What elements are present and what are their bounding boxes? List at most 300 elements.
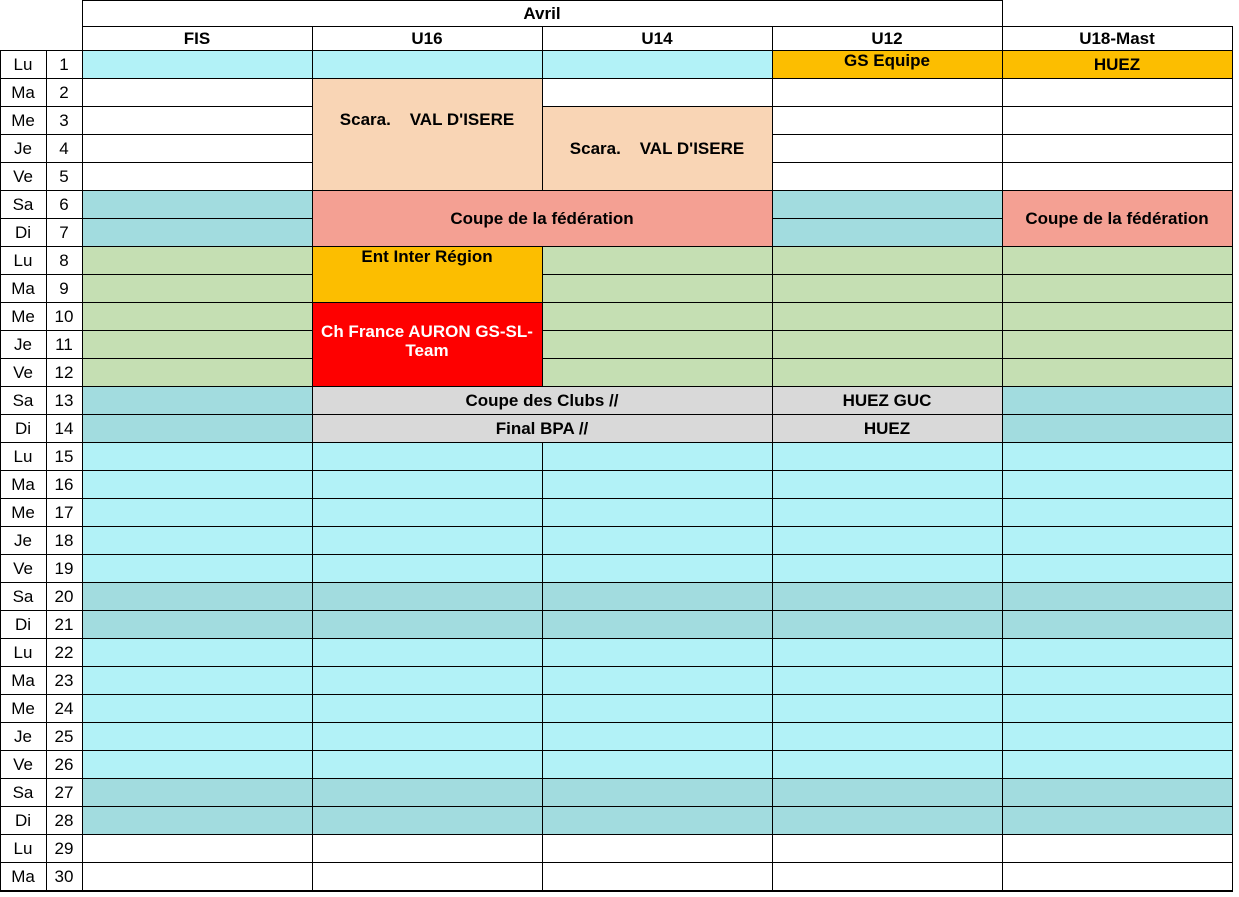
grid-cell (772, 442, 1002, 470)
grid-cell (772, 638, 1002, 666)
grid-line (46, 834, 47, 863)
grid-line (46, 666, 47, 695)
grid-line (772, 526, 773, 555)
grid-line (82, 778, 313, 779)
day-number-label: 19 (54, 558, 74, 578)
grid-cell (82, 358, 312, 386)
grid-line (0, 610, 82, 611)
grid-cell (542, 806, 772, 834)
grid-cell (82, 246, 312, 274)
grid-line (312, 554, 543, 555)
day-of-week-label: Ve (13, 166, 33, 186)
grid-line (46, 498, 47, 527)
day-of-week-label: Sa (12, 782, 34, 802)
grid-line (46, 218, 47, 247)
grid-line (542, 610, 773, 611)
grid-cell (1002, 722, 1232, 750)
grid-line (46, 862, 47, 891)
grid-line (46, 134, 47, 163)
grid-line (312, 274, 313, 303)
grid-line (1232, 806, 1233, 835)
grid-line (772, 414, 773, 443)
grid-cell (1002, 246, 1232, 274)
grid-line (1002, 386, 1003, 415)
grid-line (312, 554, 313, 583)
grid-line (772, 358, 773, 387)
day-of-week-label: Je (14, 138, 32, 158)
grid-line (1232, 722, 1233, 751)
grid-line (82, 610, 313, 611)
grid-line (1232, 274, 1233, 303)
grid-cell (1002, 358, 1232, 386)
event-coupe-fed-1: Coupe de la fédération (312, 190, 772, 246)
grid-line (312, 638, 313, 667)
grid-cell (542, 498, 772, 526)
grid-line (82, 386, 313, 387)
grid-line (1232, 778, 1233, 807)
grid-cell (82, 694, 312, 722)
grid-line (1002, 358, 1003, 387)
grid-cell (772, 330, 1002, 358)
grid-cell (542, 862, 772, 890)
grid-line (1232, 442, 1233, 471)
grid-cell (542, 442, 772, 470)
grid-line (82, 358, 83, 387)
event-coupe-fed-2: Coupe de la fédération (1002, 190, 1232, 246)
grid-line (82, 274, 83, 303)
grid-cell (1002, 470, 1232, 498)
day-number-label: 18 (54, 530, 74, 550)
grid-line (542, 806, 543, 835)
grid-line (1002, 78, 1003, 107)
grid-line (542, 582, 773, 583)
grid-cell (1002, 386, 1232, 414)
grid-line (312, 638, 543, 639)
grid-line (0, 274, 82, 275)
grid-cell (1002, 834, 1232, 862)
grid-line (312, 694, 313, 723)
day-of-week-label: Di (14, 418, 32, 438)
grid-line (82, 50, 313, 51)
grid-line (82, 50, 83, 79)
grid-line (1002, 106, 1233, 107)
grid-line (542, 526, 773, 527)
grid-line (1002, 442, 1003, 471)
grid-cell (312, 470, 542, 498)
grid-line (1232, 862, 1233, 891)
grid-cell (82, 134, 312, 162)
grid-line (772, 246, 1003, 247)
grid-cell (772, 78, 1002, 106)
grid-line (1002, 862, 1233, 863)
day-number-label: 8 (59, 250, 69, 270)
grid-line (772, 302, 1003, 303)
grid-line (46, 750, 47, 779)
grid-line (772, 666, 773, 695)
day-number-label: 4 (59, 138, 69, 158)
grid-line (1002, 246, 1003, 275)
grid-line (312, 386, 313, 415)
grid-line (542, 302, 543, 331)
grid-line (542, 638, 543, 667)
grid-line (772, 414, 1003, 415)
grid-cell (772, 750, 1002, 778)
day-of-week-label: Sa (12, 586, 34, 606)
grid-line (312, 666, 313, 695)
grid-line (1002, 526, 1233, 527)
grid-line (542, 806, 773, 807)
day-number-label: 12 (54, 362, 74, 382)
grid-line (772, 750, 773, 779)
day-number-label: 1 (59, 54, 69, 74)
grid-line (542, 330, 773, 331)
grid-line (542, 554, 543, 583)
grid-line (542, 330, 543, 359)
grid-line (0, 638, 1, 667)
grid-line (312, 302, 313, 331)
grid-line (1232, 638, 1233, 667)
grid-line (82, 666, 83, 695)
grid-cell (1002, 582, 1232, 610)
grid-line (312, 582, 543, 583)
grid-line (542, 750, 773, 751)
grid-line (82, 526, 83, 555)
grid-cell (1002, 162, 1232, 190)
grid-line (1002, 0, 1003, 26)
grid-line (82, 106, 83, 135)
grid-cell (772, 246, 1002, 274)
grid-line (82, 666, 313, 667)
grid-line (1002, 302, 1003, 331)
grid-line (312, 498, 543, 499)
grid-line (772, 582, 1003, 583)
grid-cell (82, 386, 312, 414)
day-of-week-label: Lu (13, 446, 33, 466)
grid-line (1232, 554, 1233, 583)
grid-line (312, 442, 313, 471)
grid-line (0, 302, 1, 331)
grid-cell (1002, 498, 1232, 526)
grid-line (0, 470, 1, 499)
grid-line (82, 330, 83, 359)
grid-line (82, 442, 313, 443)
grid-cell (772, 190, 1002, 218)
grid-line (1002, 750, 1233, 751)
grid-cell (542, 750, 772, 778)
grid-cell (542, 246, 772, 274)
grid-line (542, 470, 773, 471)
grid-line (0, 386, 82, 387)
grid-line (312, 778, 313, 807)
grid-line (1232, 666, 1233, 695)
grid-line (82, 638, 313, 639)
grid-cell (312, 582, 542, 610)
grid-line (0, 190, 82, 191)
grid-line (1002, 638, 1233, 639)
grid-cell (82, 778, 312, 806)
grid-line (312, 750, 543, 751)
grid-line (542, 610, 543, 639)
grid-line (82, 806, 83, 835)
grid-line (542, 582, 543, 611)
grid-line (82, 330, 313, 331)
grid-line (772, 890, 1003, 892)
grid-line (542, 638, 773, 639)
grid-line (0, 106, 82, 107)
grid-line (82, 414, 83, 443)
grid-line (542, 246, 543, 275)
grid-cell (772, 218, 1002, 246)
grid-line (1002, 330, 1003, 359)
grid-line (0, 722, 82, 723)
grid-line (82, 722, 313, 723)
grid-cell (82, 414, 312, 442)
grid-cell (82, 106, 312, 134)
grid-line (82, 554, 313, 555)
grid-line (772, 610, 1003, 611)
grid-cell (772, 554, 1002, 582)
grid-cell (1002, 302, 1232, 330)
grid-cell (772, 834, 1002, 862)
day-of-week-label: Sa (12, 194, 34, 214)
grid-line (46, 302, 47, 331)
grid-cell (542, 610, 772, 638)
grid-line (772, 582, 773, 611)
grid-line (542, 526, 543, 555)
grid-line (312, 190, 313, 219)
grid-line (772, 610, 773, 639)
grid-cell (82, 162, 312, 190)
grid-cell (312, 694, 542, 722)
grid-line (0, 834, 82, 835)
grid-line (0, 134, 1, 163)
column-header-u14: U14 (641, 28, 673, 48)
grid-line (82, 862, 313, 863)
grid-cell (542, 554, 772, 582)
grid-line (772, 134, 1003, 135)
grid-cell (1002, 106, 1232, 134)
grid-line (772, 386, 1003, 387)
grid-cell (312, 862, 542, 890)
grid-line (312, 806, 543, 807)
event-scara-u14: Scara. VAL D'ISERE (542, 106, 772, 190)
grid-cell (542, 78, 772, 106)
grid-line (312, 414, 543, 415)
grid-line (772, 694, 773, 723)
grid-cell (542, 274, 772, 302)
grid-line (0, 442, 1, 471)
column-header-fis: FIS (183, 28, 211, 48)
grid-line (0, 274, 1, 303)
grid-line (46, 386, 47, 415)
grid-line (542, 190, 773, 191)
grid-line (542, 498, 773, 499)
grid-line (1002, 834, 1003, 863)
grid-cell (772, 666, 1002, 694)
grid-line (542, 442, 773, 443)
grid-line (772, 442, 773, 471)
day-of-week-label: Je (14, 530, 32, 550)
grid-line (312, 694, 543, 695)
grid-line (82, 582, 313, 583)
grid-line (312, 134, 313, 163)
grid-line (82, 246, 313, 247)
grid-line (312, 610, 313, 639)
grid-line (772, 26, 773, 50)
grid-line (1002, 330, 1233, 331)
grid-line (772, 694, 1003, 695)
grid-line (312, 386, 543, 387)
grid-line (1002, 806, 1003, 835)
day-number-label: 23 (54, 670, 74, 690)
grid-line (542, 106, 543, 135)
grid-line (82, 302, 83, 331)
grid-line (0, 778, 1, 807)
grid-cell (772, 582, 1002, 610)
grid-line (1002, 722, 1233, 723)
grid-line (46, 442, 47, 471)
grid-line (1002, 610, 1233, 611)
day-of-week-label: Ve (13, 362, 33, 382)
grid-line (312, 330, 313, 359)
grid-line (46, 190, 47, 219)
grid-line (1232, 106, 1233, 135)
grid-line (542, 778, 773, 779)
grid-line (1002, 442, 1233, 443)
grid-line (312, 302, 543, 303)
grid-line (772, 106, 1003, 107)
grid-line (542, 106, 773, 107)
grid-line (46, 330, 47, 359)
grid-line (82, 162, 83, 191)
event-ent-inter-region: Ent Inter Région (312, 246, 542, 302)
day-of-week-label: Je (14, 334, 32, 354)
grid-line (1002, 610, 1003, 639)
grid-line (1232, 134, 1233, 163)
grid-cell (1002, 526, 1232, 554)
grid-line (1232, 78, 1233, 107)
grid-line (0, 50, 1, 79)
day-of-week-label: Di (14, 222, 32, 242)
grid-line (1002, 470, 1003, 499)
grid-line (0, 162, 1, 191)
grid-cell (772, 610, 1002, 638)
day-of-week-label: Me (11, 502, 35, 522)
grid-line (82, 526, 313, 527)
grid-line (0, 162, 82, 163)
grid-line (82, 26, 1233, 27)
grid-line (46, 358, 47, 387)
grid-line (1232, 246, 1233, 275)
grid-line (1002, 862, 1003, 891)
grid-cell (312, 778, 542, 806)
grid-cell (82, 526, 312, 554)
grid-line (0, 498, 82, 499)
grid-line (772, 274, 773, 303)
grid-line (0, 386, 1, 415)
grid-line (772, 162, 1003, 163)
grid-line (46, 526, 47, 555)
day-number-label: 29 (54, 838, 74, 858)
day-number-label: 25 (54, 726, 74, 746)
day-number-label: 3 (59, 110, 69, 130)
grid-line (1002, 582, 1003, 611)
event-huez-u12: HUEZ (772, 414, 1002, 442)
grid-cell (542, 778, 772, 806)
grid-line (82, 78, 313, 79)
grid-cell (82, 750, 312, 778)
grid-line (772, 330, 1003, 331)
grid-cell (1002, 274, 1232, 302)
grid-line (82, 470, 83, 499)
grid-line (1002, 50, 1003, 79)
grid-line (46, 778, 47, 807)
grid-line (46, 470, 47, 499)
grid-cell (82, 218, 312, 246)
grid-line (82, 442, 83, 471)
day-of-week-label: Ma (11, 82, 35, 102)
grid-line (1002, 106, 1003, 135)
grid-line (0, 358, 82, 359)
grid-line (542, 862, 543, 891)
grid-line (82, 78, 83, 107)
grid-line (542, 442, 543, 471)
grid-line (0, 302, 82, 303)
grid-line (772, 498, 1003, 499)
grid-line (312, 414, 313, 443)
grid-line (1002, 834, 1233, 835)
grid-line (1002, 386, 1233, 387)
grid-cell (312, 50, 542, 78)
grid-line (1232, 190, 1233, 219)
grid-line (46, 806, 47, 835)
grid-line (1002, 414, 1003, 443)
grid-line (542, 750, 543, 779)
grid-line (772, 638, 773, 667)
grid-cell (312, 526, 542, 554)
grid-line (82, 386, 83, 415)
grid-line (0, 806, 1, 835)
grid-line (772, 50, 773, 79)
day-of-week-label: Ma (11, 474, 35, 494)
grid-line (1002, 162, 1003, 191)
grid-cell (542, 638, 772, 666)
grid-line (312, 246, 543, 247)
grid-line (0, 638, 82, 639)
grid-line (1002, 806, 1233, 807)
grid-cell (1002, 778, 1232, 806)
grid-cell (772, 806, 1002, 834)
day-number-label: 17 (54, 502, 74, 522)
grid-cell (312, 498, 542, 526)
grid-cell (542, 582, 772, 610)
grid-line (312, 50, 313, 79)
grid-line (772, 218, 1003, 219)
grid-line (772, 834, 773, 863)
grid-line (312, 582, 313, 611)
grid-cell (1002, 610, 1232, 638)
grid-cell (772, 694, 1002, 722)
grid-line (1232, 470, 1233, 499)
grid-line (312, 750, 313, 779)
grid-line (312, 442, 543, 443)
day-of-week-label: Ma (11, 866, 35, 886)
grid-line (82, 806, 313, 807)
grid-line (1002, 162, 1233, 163)
grid-line (772, 386, 773, 415)
grid-line (46, 274, 47, 303)
grid-cell (312, 610, 542, 638)
